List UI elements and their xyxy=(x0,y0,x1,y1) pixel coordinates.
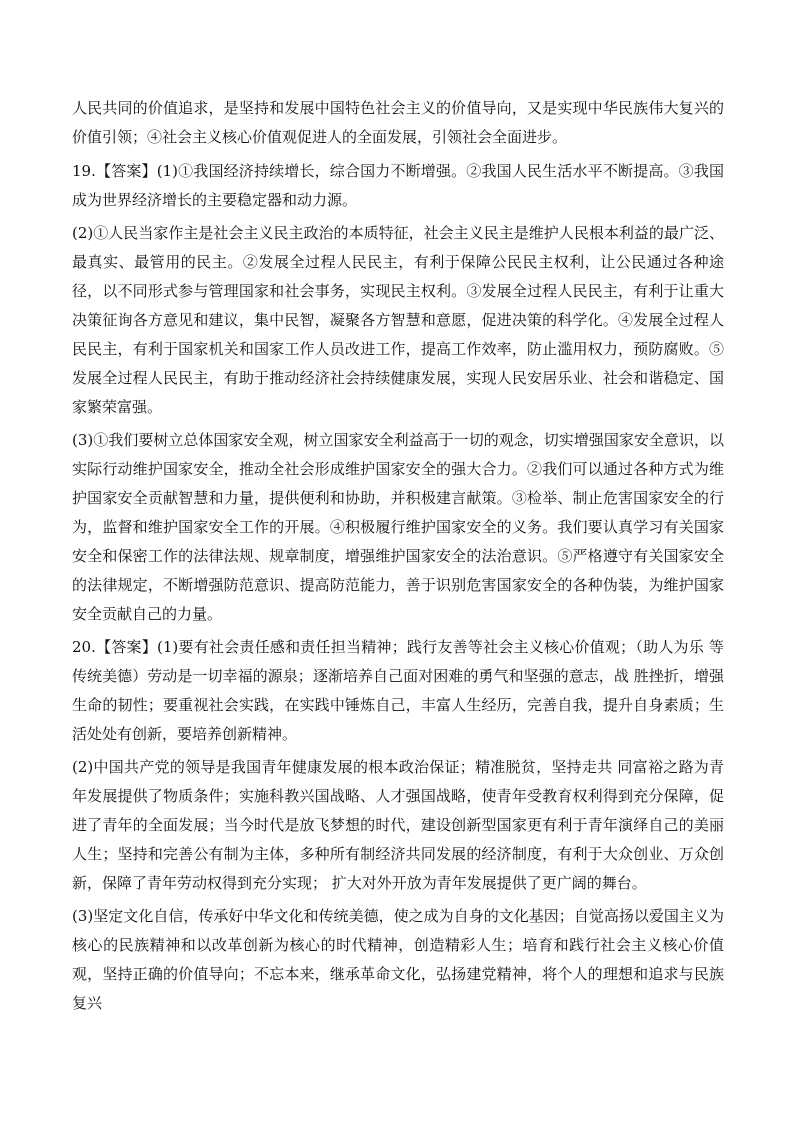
paragraph-18-continuation: 人民共同的价值追求，是坚持和发展中国特色社会主义的价值导向，又是实现中华民族伟大复兴的价值引领；④社会主义核心价值观促进人的全面发展，引领社会全面进步。 xyxy=(72,99,724,146)
paragraph-19-part-3: (3)①我们要树立总体国家安全观，树立国家安全利益高于一切的观念，切实增强国家安全意识，以实际行动维护国家安全，推动全社会形成维护国家安全的强大合力。②我们可以通过各种方式为维护国家安全贡献智慧和力量，提供便利和协助，并积极建言献策。③检举、制止危害国家安全的行为，监督和维护国家安全工作的开展。④积极履行维护国家安全的义务。我们要认真学习有关国家安全和保密工作的法律法规、规章制度，增强维护国家安全的法治意识。⑤严格遵守有关国家安全的法律规定，不断增强防范意识、提高防范能力，善于识别危害国家安全的各种伪装，为维护国家安全贡献自己的力量。 xyxy=(72,431,724,623)
paragraph-19-part-2: (2)①人民当家作主是社会主义民主政治的本质特征，社会主义民主是维护人民根本利益的最广泛、最真实、最管用的民主。②发展全过程人民民主，有利于保障公民民主权利，让公民通过各种途径，以不同形式参与管理国家和社会事务，实现民主权利。③发展全过程人民民主，有利于让重大决策征询各方意见和建议，集中民智，凝聚各方智慧和意愿，促进决策的科学化。④发展全过程人民民主，有利于国家机关和国家工作人员改进工作，提高工作效率，防止滥用权力，预防腐败。⑤发展全过程人民民主，有助于推动经济社会持续健康发展，实现人民安居乐业、社会和谐稳定、国家繁荣富强。 xyxy=(72,224,724,416)
paragraph-20-part-1: 20.【答案】(1)要有社会责任感和责任担当精神；践行友善等社会主义核心价值观；（助人为乐 等传统美德）劳动是一切幸福的源泉；逐渐培养自己面对困难的勇气和坚强的意志，战 胜挫折，增强生命的韧性；要重视社会实践，在实践中锤炼自己，丰富人生经历，完善自我，提升自身素质；生活处处有创新，要培养创新精神。 xyxy=(72,638,724,743)
paragraph-19-part-1: 19.【答案】(1)①我国经济持续增长，综合国力不断增强。②我国人民生活水平不断提高。③我国成为世界经济增长的主要稳定器和动力源。 xyxy=(72,162,724,209)
paragraph-20-part-3: (3)坚定文化自信，传承好中华文化和传统美德，使之成为自身的文化基因；自觉高扬以爱国主义为核心的民族精神和以改革创新为核心的时代精神，创造精彩人生；培育和践行社会主义核心价值观，坚持正确的价值导向；不忘本来，继承革命文化，弘扬建党精神，将个人的理想和追求与民族复兴 xyxy=(72,907,724,1012)
paragraph-20-part-2: (2)中国共产党的领导是我国青年健康发展的根本政治保证；精准脱贫，坚持走共 同富裕之路为青年发展提供了物质条件；实施科教兴国战略、人才强国战略，使青年受教育权利得到充分保障，促进了青年的全面发展；当今时代是放飞梦想的时代，建设创新型国家更有利于青年演绎自己的美丽人生；坚持和完善公有制为主体，多种所有制经济共同发展的经济制度，有利于大众创业、万众创新，保障了青年劳动权得到充分实现； 扩大对外开放为青年发展提供了更广阔的舞台。 xyxy=(72,758,724,892)
answer-text-body xyxy=(72,94,724,1022)
